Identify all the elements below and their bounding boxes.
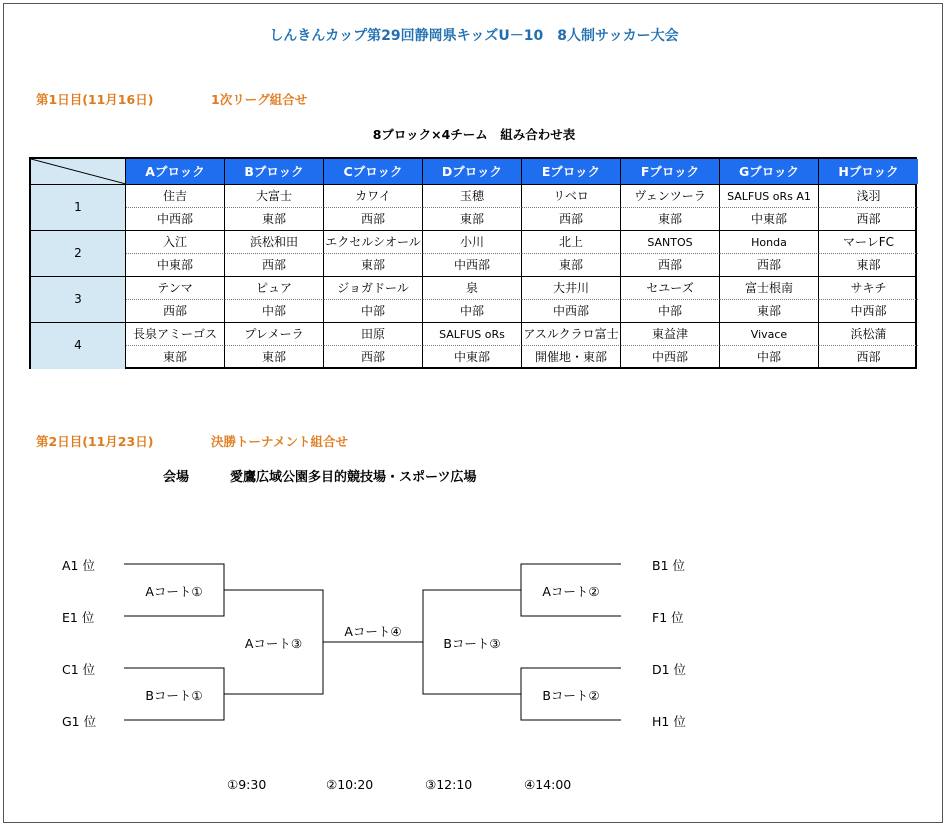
block-header: Aブロック: [126, 159, 225, 184]
team-name: テンマ: [126, 277, 225, 300]
team-name: SALFUS oRs: [423, 323, 522, 346]
team-region: 西部: [856, 212, 881, 226]
team-name: Vivace: [720, 323, 819, 346]
team-name: 玉穂: [423, 185, 522, 208]
team-name: 浜松和田: [225, 231, 324, 254]
team-name: リベロ: [522, 185, 621, 208]
block-header: Gブロック: [720, 159, 819, 184]
team-region: 西部: [324, 346, 423, 368]
page-title: しんきんカップ第29回静岡県キッズU－10 8人制サッカー大会: [269, 28, 679, 44]
block-header: Eブロック: [522, 159, 621, 184]
team-name: ピュア: [225, 277, 324, 300]
team-name: カワイ: [324, 185, 423, 208]
team-name: 小川: [423, 231, 522, 254]
team-name: 入江: [126, 231, 225, 254]
team-name: エクセルシオール: [324, 231, 423, 254]
time-4: ④14:00: [524, 777, 572, 792]
team-name: セユーズ: [621, 277, 720, 300]
team-region: 中部: [225, 300, 324, 322]
team-name: 北上: [522, 231, 621, 254]
seed-left-3: C1 位: [62, 662, 96, 677]
block-header: Cブロック: [324, 159, 423, 184]
court-right-bottom: Bコート②: [542, 688, 600, 703]
seed-right-3: D1 位: [652, 662, 687, 677]
team-name: ジョガドール: [324, 277, 423, 300]
team-region: 中部: [621, 300, 720, 322]
team-name: サキチ: [819, 277, 918, 300]
row-number: 4: [31, 323, 126, 369]
team-name: 住吉: [126, 185, 225, 208]
team-region: 西部: [720, 254, 819, 276]
team-region: 西部: [856, 350, 881, 364]
team-region: 西部: [621, 254, 720, 276]
row-number: 3: [31, 277, 126, 322]
seed-left-2: E1 位: [62, 610, 95, 625]
team-region: 東部: [126, 346, 225, 368]
team-region: 東部: [522, 254, 621, 276]
team-region: 中西部: [522, 300, 621, 322]
team-region: 西部: [225, 254, 324, 276]
seed-left-4: G1 位: [62, 714, 97, 729]
team-name: SALFUS oRs A1: [720, 185, 819, 208]
team-name: マーレFC: [819, 231, 918, 254]
team-region: 東部: [720, 300, 819, 322]
court-left-bottom: Bコート①: [145, 688, 203, 703]
seed-right-2: F1 位: [652, 610, 684, 625]
table-title: 8ブロック×4チーム 組み合わせ表: [372, 127, 576, 142]
team-name: 泉: [423, 277, 522, 300]
block-header: Hブロック: [819, 159, 918, 184]
block-header: Bブロック: [225, 159, 324, 184]
team-name: 富士根南: [720, 277, 819, 300]
team-region: 中部: [720, 346, 819, 368]
team-name: アスルクラロ富士: [522, 323, 621, 346]
day1-date: 第1日目(11月16日): [36, 92, 154, 107]
block-header: Dブロック: [423, 159, 522, 184]
court-left-top: Aコート①: [145, 584, 203, 599]
team-region: 中部: [423, 300, 522, 322]
team-region: 中西部: [126, 208, 225, 230]
team-region: 西部: [126, 300, 225, 322]
team-region: 東部: [225, 346, 324, 368]
team-region: 西部: [324, 208, 423, 230]
team-name: ヴェンツーラ: [621, 185, 720, 208]
team-region: 開催地・東部: [522, 346, 621, 368]
team-region: 中西部: [850, 304, 887, 318]
team-region: 東部: [621, 208, 720, 230]
team-region: 東部: [225, 208, 324, 230]
team-region: 東部: [423, 208, 522, 230]
team-name: SANTOS: [621, 231, 720, 254]
team-region: 東部: [324, 254, 423, 276]
block-header: Fブロック: [621, 159, 720, 184]
venue-name: 愛鷹広域公園多目的競技場・スポーツ広場: [230, 470, 477, 485]
time-2: ②10:20: [326, 777, 374, 792]
seed-right-4: H1 位: [652, 714, 686, 729]
team-name: プレメーラ: [225, 323, 324, 346]
court-left-semi: Aコート③: [244, 636, 303, 651]
venue-label: 会場: [163, 470, 190, 485]
row-number: 1: [31, 185, 126, 230]
team-name: Honda: [720, 231, 819, 254]
team-region: 西部: [522, 208, 621, 230]
day2-date: 第2日目(11月23日): [36, 434, 154, 449]
team-region: 中東部: [126, 254, 225, 276]
team-region: 中西部: [423, 254, 522, 276]
time-3: ③12:10: [425, 777, 473, 792]
row-number: 2: [31, 231, 126, 276]
team-region: 中部: [324, 300, 423, 322]
team-name: 浅羽: [819, 185, 918, 208]
court-right-top: Aコート②: [542, 584, 600, 599]
court-right-semi: Bコート③: [443, 636, 501, 651]
team-region: 中東部: [720, 208, 819, 230]
day1-title: 1次リーグ組合せ: [211, 92, 308, 107]
team-region: 中西部: [621, 346, 720, 368]
time-1: ①9:30: [227, 777, 267, 792]
team-name: 田原: [324, 323, 423, 346]
team-region: 東部: [856, 258, 881, 272]
court-final: Aコート④: [344, 624, 402, 639]
team-name: 浜松蒲: [819, 323, 918, 346]
team-name: 長泉アミーゴス: [126, 323, 225, 346]
seed-right-1: B1 位: [652, 558, 686, 573]
team-name: 大井川: [522, 277, 621, 300]
team-region: 中東部: [423, 346, 522, 368]
seed-left-1: A1 位: [62, 558, 95, 573]
team-name: 東益津: [621, 323, 720, 346]
team-name: 大富士: [225, 185, 324, 208]
day2-title: 決勝トーナメント組合せ: [211, 434, 349, 449]
